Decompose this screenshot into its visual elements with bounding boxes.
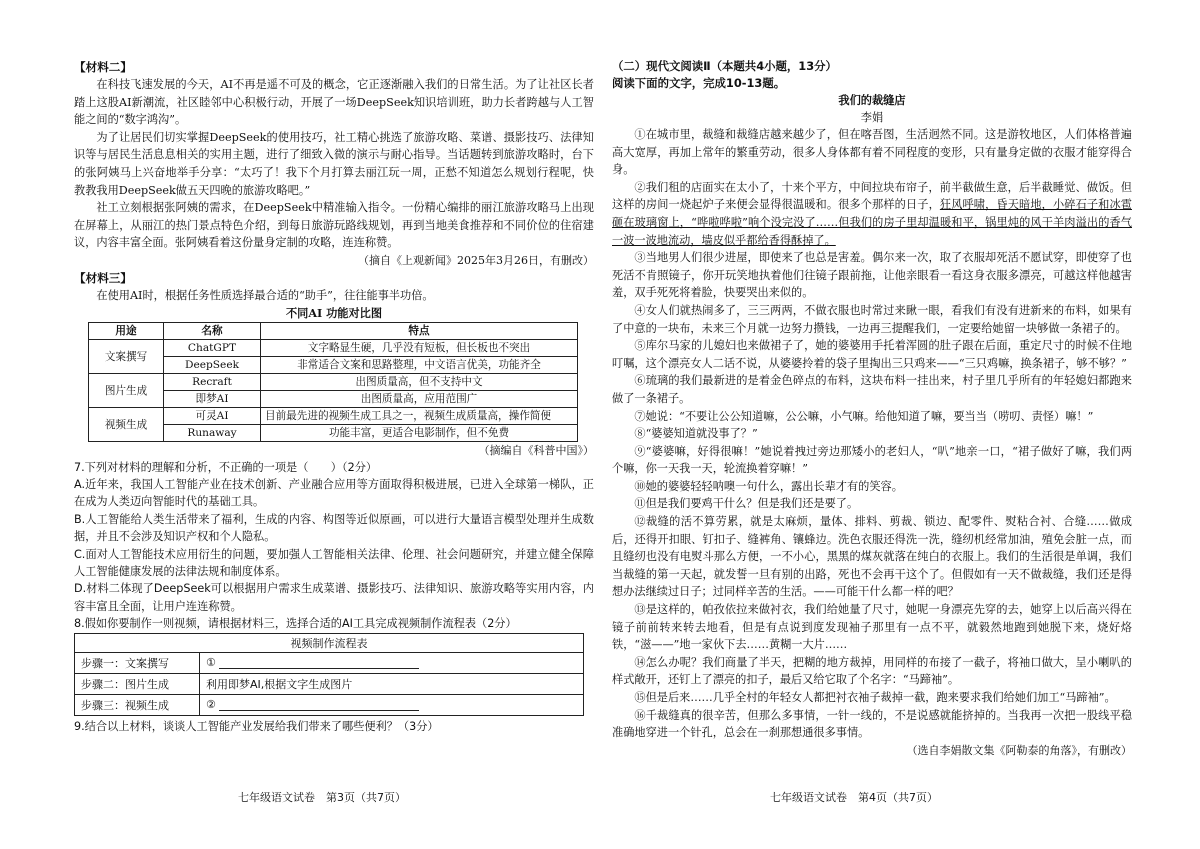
table-header: 特点 bbox=[261, 322, 578, 339]
flow-step-answer[interactable] bbox=[200, 652, 584, 673]
table-cell-name: Runaway bbox=[164, 424, 261, 441]
question-9-stem: 9.结合以上材料，谈谈人工智能产业发展给我们带来了哪些便利？（3分） bbox=[74, 719, 439, 733]
material-two-paragraph: 为了让居民们切实掌握DeepSeek的使用技巧，社工精心挑选了旅游攻略、菜谱、摄影技巧、法律知识等与居民生活息息相关的实用主题，进行了细致入微的演示与耐心指导。当话题转到旅游攻略时，台下的张阿姨马上兴奋地举手分享：“太巧了！我下个月打算去丽江玩一周，正愁不知道怎么规划行程呢，快教教我用DeepSeek做五天四晚的旅游攻略吧。” bbox=[74, 130, 594, 197]
left-page bbox=[74, 58, 594, 735]
table-cell-feature: 出图质量高，应用范围广 bbox=[261, 390, 578, 407]
underlined-sentence: 狂风呼啸，昏天暗地，小碎石子和冰雹砸在玻璃窗上，“哗啦哗啦”响个没完没了……但我们的房子里却温暖和平，锅里炖的风干羊肉溢出的香气一波一波地流动，墙皮似乎都给香得酥掉了。 bbox=[612, 198, 1132, 247]
material-two-source: （摘自《上观新闻》2025年3月26日，有删改） bbox=[358, 253, 594, 267]
video-flow-table bbox=[74, 633, 584, 716]
table-cell-feature: 出图质量高，但不支持中文 bbox=[261, 373, 578, 390]
left-page-footer: 七年级语文试卷 第3页（共7页） bbox=[238, 791, 406, 804]
article-source: （选自李娟散文集《阿勒泰的角落》，有删改） bbox=[906, 743, 1132, 757]
table-cell-name: ChatGPT bbox=[164, 339, 261, 356]
answer-blank[interactable] bbox=[219, 656, 419, 669]
material-three-paragraph: 在使用AI时，根据任务性质选择最合适的“助手”，往往能事半功倍。 bbox=[96, 288, 434, 302]
article-paragraph: ⑤库尔马家的儿媳妇也来做裙子了，她的婆婆用手托着浑圆的肚子跟在后面，重定尺寸的时候不住地叮嘱，这个漂亮女人二话不说，从婆婆拎着的袋子里掏出三只鸡来——“三只鸡嘛，换条裙子，够不够？” bbox=[612, 339, 1132, 370]
table-row bbox=[89, 407, 578, 424]
right-page-footer: 七年级语文试卷 第4页（共7页） bbox=[770, 791, 938, 804]
table-cell-name: DeepSeek bbox=[164, 356, 261, 373]
ai-comparison-table bbox=[88, 322, 578, 442]
table-row bbox=[75, 652, 584, 673]
table-cell-feature: 功能丰富，更适合电影制作，但不免费 bbox=[261, 424, 578, 441]
table-header-row bbox=[89, 322, 578, 339]
table-source: （摘编自《科普中国》） bbox=[478, 443, 594, 457]
flow-table-caption-row bbox=[75, 633, 584, 652]
flow-step-answer[interactable] bbox=[200, 694, 584, 715]
article-paragraph: ⑦她说：“不要让公公知道嘛，公公嘛，小气嘛。给他知道了嘛，要当当（唠叨、责怪）嘛！” bbox=[634, 409, 1094, 423]
article-paragraph: ⑩她的婆婆轻轻呐噢一句什么，露出长辈才有的笑容。 bbox=[634, 479, 903, 493]
material-three-title: 【材料三】 bbox=[74, 270, 132, 285]
question-7-option-c: C.面对人工智能技术应用衍生的问题，要加强人工智能相关法律、伦理、社会问题研究，并建立健全保障人工智能健康发展的法律法规和制度体系。 bbox=[74, 547, 594, 578]
article-title: 我们的裁缝店 bbox=[838, 93, 906, 107]
right-page bbox=[612, 58, 1132, 759]
table-cell-feature: 目前最先进的视频生成工具之一，视频生成质量高，操作简便 bbox=[261, 407, 578, 424]
answer-marker: ② bbox=[206, 697, 216, 711]
table-cell-feature: 文字略显生硬，几乎没有短板，但长板也不突出 bbox=[261, 339, 578, 356]
section-instruction: 阅读下面的文字，完成10-13题。 bbox=[612, 76, 786, 90]
article-paragraph: ①在城市里，裁缝和裁缝店越来越少了，但在喀吾图，生活迥然不同。这是游牧地区，人们体格普遍高大宽厚，再加上常年的繁重劳动，很多人身体都有着不同程度的变形，只有量身定做的衣服才能穿得合身。 bbox=[612, 128, 1132, 177]
flow-table-title: 视频制作流程表 bbox=[75, 633, 584, 652]
flow-step-label: 步骤一：文案撰写 bbox=[75, 652, 200, 673]
article-paragraph: ⑯千裁缝真的很辛苦，但那么多事情，一针一线的，不是说感就能挤掉的。当我再一次把一股线平稳准确地穿进一个针孔，总会在一刹那想通很多事情。 bbox=[612, 708, 1132, 740]
table-cell-use: 视频生成 bbox=[89, 407, 164, 441]
section-heading: （二）现代文阅读Ⅱ（本题共4小题，13分） bbox=[612, 59, 837, 73]
table-cell-name: 即梦AI bbox=[164, 390, 261, 407]
flow-step-content: 利用即梦AI,根据文字生成图片 bbox=[200, 673, 584, 694]
table-cell-feature: 非常适合文案和思路整理，中文语言优美，功能齐全 bbox=[261, 356, 578, 373]
question-7-stem: 7.下列对材料的理解和分析，不正确的一项是（ ）（2分） bbox=[74, 460, 378, 474]
article-paragraph: ④女人们就热闹多了，三三两两，不做衣服也时常过来瞅一眼，看我们有没有进新来的布料，如果有了中意的一块布，未来三个月就一边努力攒钱，一边再三提醒我们，一定要给她留一块够做一条裙子的。 bbox=[612, 303, 1132, 335]
article-paragraph: ⑪但是我们要鸡干什么？但是我们还是要了。 bbox=[634, 497, 859, 511]
question-7-option-d: D.材料二体现了DeepSeek可以根据用户需求生成菜谱、摄影技巧、法律知识、旅游攻略等实用内容，内容丰富且全面，让用户连连称赞。 bbox=[74, 582, 594, 613]
flow-step-label: 步骤二：图片生成 bbox=[75, 673, 200, 694]
question-7-option-a: A.近年来，我国人工智能产业在技术创新、产业融合应用等方面取得积极进展，已进入全球第一梯队，正在成为人类迈向智能时代的基础工具。 bbox=[74, 477, 594, 509]
table-cell-use: 图片生成 bbox=[89, 373, 164, 407]
table-header: 用途 bbox=[89, 322, 164, 339]
table-row bbox=[89, 373, 578, 390]
article-paragraph: ⑬是这样的，帕孜依拉来做衬衣，我们给她量了尺寸，她呢一身漂亮先穿的去，她穿上以后高兴得在镜子前前转来转去地看，但是有点说到度发现袖子那里有一点不平，就毅然地跑到她脱下来，烧好烙铁，“滋——”地一家伙下去……黄糊一大片…… bbox=[612, 603, 1132, 652]
article-paragraph: ⑨“婆婆嘛，好得很嘛！”她说着拽过旁边那矮小的老妇人，“叭”地亲一口，“裙子做好了嘛，我们两个嘛，你一天我一天，轮流换着穿嘛！” bbox=[612, 444, 1132, 476]
table-row bbox=[89, 339, 578, 356]
table-cell-use: 文案撰写 bbox=[89, 339, 164, 373]
article-paragraph: ⑥琉璃的我们最新进的是着金色碎点的布料，这块布料一挂出来，村子里几乎所有的年轻媳妇都跑来做了一条裙子。 bbox=[612, 374, 1132, 405]
article-paragraph: ⑮但是后来……几乎全村的年轻女人都把衬衣袖子裁掉一截，跑来要求我们给她们加工“马蹄袖”。 bbox=[634, 691, 1116, 704]
table-cell-name: Recraft bbox=[164, 373, 261, 390]
table-header: 名称 bbox=[164, 322, 261, 339]
article-paragraph: ③当地男人们很少进屋，即使来了也总是害羞。偶尔来一次，取了衣服却死活不愿试穿，即使穿了也死活不肯照镜子，你开玩笑地执着他们往镜子跟前拖，让他亲眼看一看这身衣服多漂亮，可越这样他越害羞，双手死死将着脸，快要哭出来似的。 bbox=[612, 251, 1132, 300]
flow-step-label: 步骤三：视频生成 bbox=[75, 694, 200, 715]
paragraph-text: ②我们租的店面实在太小了，十来个平方，中间拉块布帘子，前半截做生意，后半截睡觉、做饭。但这样的房间一烧起炉子来便会显得很温暖和。很多个那样的日子， bbox=[612, 180, 1132, 212]
article-author: 李娟 bbox=[860, 111, 884, 124]
article-paragraph: ⑧“婆婆知道就没事了？” bbox=[634, 427, 758, 441]
material-two-paragraph: 社工立刻根据张阿姨的需求，在DeepSeek中精准输入指令。一份精心编排的丽江旅游攻略马上出现在屏幕上，从丽江的热门景点特色介绍，到每日旅游玩路线规划，再到当地美食推荐和不同价位的住宿建议，内容丰富全面。张阿姨看着这份量身定制的攻略，连连称赞。 bbox=[74, 201, 594, 250]
answer-marker: ① bbox=[206, 655, 216, 669]
table-row bbox=[75, 694, 584, 715]
article-paragraph: ⑭怎么办呢？我们商量了半天，把糊的地方裁掉，用同样的布接了一截子，将袖口做大，呈小喇叭的样式敞开，还钉上了漂亮的扣子，最后又给它取了个名字：“马蹄袖”。 bbox=[612, 655, 1132, 687]
question-8-stem: 8.假如你要制作一则视频，请根据材料三，选择合适的AI工具完成视频制作流程表（2分） bbox=[74, 617, 517, 631]
table-cell-name: 可灵AI bbox=[164, 407, 261, 424]
article-paragraph: ⑫裁缝的活不算劳累，就是太麻烦，量体、排料、剪裁、锁边、配零件、熨粘合衬、合缝……做成后，还得开扣眼、钉扣子、缝裤角、镶蜂边。洗色衣服还得洗一洗，缝纫机经常加油，殖免会脏一点，而且缝纫也没有电熨斗那么方便，一不小心，黑黑的煤灰就落在纯白的衣服上。我们的生活很是单调，我们当裁缝的第一天起，就发誓一旦有别的出路，死也不会再干这个了。但假如有一天不做裁缝，我们还是得想办法继续过日子；过同样辛苦的生活。——可能干什么都一样的吧？ bbox=[612, 515, 1132, 599]
article-paragraph bbox=[612, 179, 1132, 249]
table-row bbox=[75, 673, 584, 694]
answer-blank[interactable] bbox=[219, 698, 419, 711]
table-title: 不同AI 功能对比图 bbox=[285, 305, 383, 320]
question-7-option-b: B.人工智能给人类生活带来了福利，生成的内容、构图等近似原画，可以进行大量语言模型处理并生成数据，并且不会涉及知识产权和个人隐私。 bbox=[74, 512, 594, 544]
material-two-title: 【材料二】 bbox=[74, 60, 132, 74]
material-two-paragraph: 在科技飞速发展的今天，AI不再是遥不可及的概念，它正逐渐融入我们的日常生活。为了让社区长者踏上这股AI新潮流，社区睦邻中心积极行动，开展了一场DeepSeek知识培训班，助力长者跨越与人工智能之间的“数字鸿沟”。 bbox=[74, 78, 594, 127]
